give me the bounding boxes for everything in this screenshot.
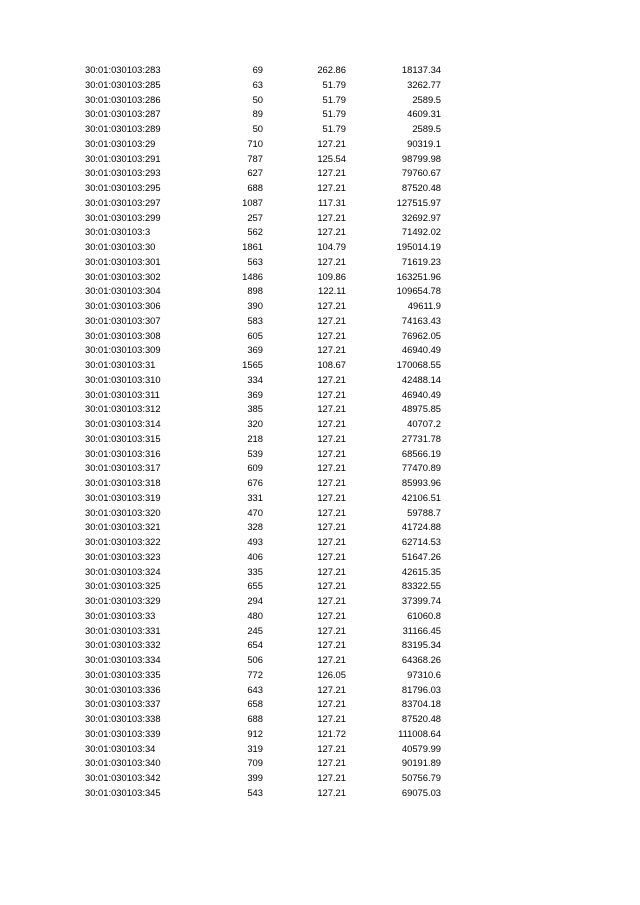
table-row bbox=[0, 638, 640, 653]
quantity-cell: 1861 bbox=[242, 241, 263, 252]
rate-cell: 127.21 bbox=[317, 344, 346, 356]
amount-cell: 74163.43 bbox=[401, 314, 441, 326]
table-row bbox=[0, 402, 640, 417]
table-row bbox=[0, 535, 640, 550]
quantity-cell: 331 bbox=[247, 491, 263, 503]
rate-cell: 127.21 bbox=[317, 418, 346, 429]
amount-cell: 41724.88 bbox=[401, 521, 441, 533]
rate-cell: 127.21 bbox=[317, 447, 346, 459]
cadastral-number-cell: 30:01:030103:336 bbox=[85, 683, 161, 695]
quantity-cell: 562 bbox=[247, 226, 263, 238]
amount-cell: 62714.53 bbox=[401, 536, 441, 547]
rate-cell: 127.21 bbox=[317, 624, 346, 636]
cadastral-number-cell: 30:01:030103:302 bbox=[85, 270, 161, 282]
rate-cell: 51.79 bbox=[322, 78, 346, 90]
rate-cell: 127.21 bbox=[317, 536, 346, 547]
cadastral-number-cell: 30:01:030103:339 bbox=[85, 727, 161, 739]
rate-cell: 127.21 bbox=[317, 595, 346, 606]
cadastral-number-cell: 30:01:030103:3 bbox=[85, 226, 151, 238]
table-row bbox=[0, 240, 640, 255]
rate-cell: 127.21 bbox=[317, 491, 346, 503]
table-row bbox=[0, 461, 640, 476]
cadastral-number-cell: 30:01:030103:316 bbox=[85, 447, 161, 459]
amount-cell: 127515.97 bbox=[396, 196, 441, 208]
quantity-cell: 543 bbox=[247, 786, 263, 798]
quantity-cell: 335 bbox=[247, 565, 263, 577]
cadastral-number-cell: 30:01:030103:34 bbox=[85, 742, 156, 754]
quantity-cell: 493 bbox=[247, 536, 263, 547]
quantity-cell: 676 bbox=[247, 477, 263, 488]
rate-cell: 127.21 bbox=[317, 786, 346, 798]
quantity-cell: 688 bbox=[247, 713, 263, 724]
rate-cell: 51.79 bbox=[322, 108, 346, 120]
table-row bbox=[0, 756, 640, 771]
cadastral-number-cell: 30:01:030103:310 bbox=[85, 373, 161, 385]
table-row bbox=[0, 742, 640, 757]
quantity-cell: 506 bbox=[247, 654, 263, 665]
rate-cell: 127.21 bbox=[317, 432, 346, 444]
quantity-cell: 1486 bbox=[242, 270, 263, 282]
quantity-cell: 688 bbox=[247, 182, 263, 193]
table-row bbox=[0, 594, 640, 609]
cadastral-number-cell: 30:01:030103:338 bbox=[85, 713, 161, 724]
table-row bbox=[0, 417, 640, 432]
cadastral-number-cell: 30:01:030103:337 bbox=[85, 698, 161, 710]
amount-cell: 48975.85 bbox=[401, 403, 441, 415]
rate-cell: 127.21 bbox=[317, 580, 346, 592]
quantity-cell: 50 bbox=[252, 123, 263, 134]
quantity-cell: 1565 bbox=[242, 359, 263, 370]
table-row bbox=[0, 329, 640, 344]
quantity-cell: 89 bbox=[252, 108, 263, 120]
cadastral-number-cell: 30:01:030103:312 bbox=[85, 403, 161, 415]
amount-cell: 2589.5 bbox=[412, 123, 441, 134]
table-row bbox=[0, 683, 640, 698]
cadastral-number-cell: 30:01:030103:332 bbox=[85, 639, 161, 651]
cadastral-number-cell: 30:01:030103:31 bbox=[85, 359, 156, 370]
cadastral-number-cell: 30:01:030103:308 bbox=[85, 329, 161, 341]
quantity-cell: 406 bbox=[247, 550, 263, 562]
quantity-cell: 245 bbox=[247, 624, 263, 636]
amount-cell: 64368.26 bbox=[401, 654, 441, 665]
amount-cell: 61060.8 bbox=[407, 609, 441, 621]
cadastral-number-cell: 30:01:030103:295 bbox=[85, 182, 161, 193]
amount-cell: 83322.55 bbox=[401, 580, 441, 592]
amount-cell: 42488.14 bbox=[401, 373, 441, 385]
rate-cell: 127.21 bbox=[317, 713, 346, 724]
table-row bbox=[0, 579, 640, 594]
cadastral-number-cell: 30:01:030103:297 bbox=[85, 196, 161, 208]
rate-cell: 127.21 bbox=[317, 757, 346, 769]
cadastral-number-cell: 30:01:030103:325 bbox=[85, 580, 161, 592]
rate-cell: 125.54 bbox=[317, 152, 346, 164]
table-row bbox=[0, 358, 640, 373]
amount-cell: 77470.89 bbox=[401, 462, 441, 474]
quantity-cell: 328 bbox=[247, 521, 263, 533]
rate-cell: 127.21 bbox=[317, 698, 346, 710]
table-row bbox=[0, 506, 640, 521]
rate-cell: 127.21 bbox=[317, 314, 346, 326]
cadastral-number-cell: 30:01:030103:318 bbox=[85, 477, 161, 488]
quantity-cell: 655 bbox=[247, 580, 263, 592]
rate-cell: 126.05 bbox=[317, 668, 346, 680]
table-row bbox=[0, 771, 640, 786]
quantity-cell: 605 bbox=[247, 329, 263, 341]
amount-cell: 79760.67 bbox=[401, 167, 441, 179]
rate-cell: 127.21 bbox=[317, 462, 346, 474]
amount-cell: 40579.99 bbox=[401, 742, 441, 754]
table-row bbox=[0, 388, 640, 403]
cadastral-number-cell: 30:01:030103:33 bbox=[85, 609, 156, 621]
cadastral-number-cell: 30:01:030103:285 bbox=[85, 78, 161, 90]
amount-cell: 163251.96 bbox=[396, 270, 441, 282]
cadastral-number-cell: 30:01:030103:322 bbox=[85, 536, 161, 547]
cadastral-number-cell: 30:01:030103:319 bbox=[85, 491, 161, 503]
cadastral-number-cell: 30:01:030103:320 bbox=[85, 506, 161, 518]
quantity-cell: 470 bbox=[247, 506, 263, 518]
cadastral-number-cell: 30:01:030103:315 bbox=[85, 432, 161, 444]
table-row bbox=[0, 225, 640, 240]
rate-cell: 127.21 bbox=[317, 477, 346, 488]
cadastral-number-cell: 30:01:030103:304 bbox=[85, 285, 161, 297]
table-row bbox=[0, 284, 640, 299]
table-row bbox=[0, 93, 640, 108]
table-row bbox=[0, 255, 640, 270]
amount-cell: 3262.77 bbox=[407, 78, 441, 90]
quantity-cell: 257 bbox=[247, 211, 263, 223]
table-row bbox=[0, 491, 640, 506]
amount-cell: 51647.26 bbox=[401, 550, 441, 562]
amount-cell: 81796.03 bbox=[401, 683, 441, 695]
amount-cell: 170068.55 bbox=[396, 359, 441, 370]
rate-cell: 127.21 bbox=[317, 683, 346, 695]
quantity-cell: 390 bbox=[247, 300, 263, 311]
table-row bbox=[0, 373, 640, 388]
rate-cell: 127.21 bbox=[317, 550, 346, 562]
table-row bbox=[0, 550, 640, 565]
quantity-cell: 294 bbox=[247, 595, 263, 606]
rate-cell: 127.21 bbox=[317, 609, 346, 621]
quantity-cell: 912 bbox=[247, 727, 263, 739]
amount-cell: 69075.03 bbox=[401, 786, 441, 798]
amount-cell: 46940.49 bbox=[401, 388, 441, 400]
rate-cell: 127.21 bbox=[317, 300, 346, 311]
quantity-cell: 643 bbox=[247, 683, 263, 695]
cadastral-number-cell: 30:01:030103:331 bbox=[85, 624, 161, 636]
amount-cell: 2589.5 bbox=[412, 93, 441, 105]
quantity-cell: 385 bbox=[247, 403, 263, 415]
table-row bbox=[0, 624, 640, 639]
rate-cell: 121.72 bbox=[317, 727, 346, 739]
cadastral-number-cell: 30:01:030103:317 bbox=[85, 462, 161, 474]
rate-cell: 51.79 bbox=[322, 123, 346, 134]
table-row bbox=[0, 122, 640, 137]
amount-cell: 76962.05 bbox=[401, 329, 441, 341]
quantity-cell: 369 bbox=[247, 344, 263, 356]
table-row bbox=[0, 447, 640, 462]
quantity-cell: 63 bbox=[252, 78, 263, 90]
rate-cell: 127.21 bbox=[317, 373, 346, 385]
cadastral-number-cell: 30:01:030103:286 bbox=[85, 93, 161, 105]
rate-cell: 127.21 bbox=[317, 329, 346, 341]
quantity-cell: 627 bbox=[247, 167, 263, 179]
table-row bbox=[0, 299, 640, 314]
rate-cell: 127.21 bbox=[317, 639, 346, 651]
table-row bbox=[0, 786, 640, 801]
amount-cell: 71619.23 bbox=[401, 255, 441, 267]
cadastral-number-cell: 30:01:030103:307 bbox=[85, 314, 161, 326]
amount-cell: 42106.51 bbox=[401, 491, 441, 503]
rate-cell: 127.21 bbox=[317, 211, 346, 223]
cadastral-number-cell: 30:01:030103:309 bbox=[85, 344, 161, 356]
rate-cell: 108.67 bbox=[317, 359, 346, 370]
rate-cell: 127.21 bbox=[317, 772, 346, 783]
quantity-cell: 609 bbox=[247, 462, 263, 474]
cadastral-number-cell: 30:01:030103:340 bbox=[85, 757, 161, 769]
rate-cell: 122.11 bbox=[318, 285, 346, 297]
cadastral-number-cell: 30:01:030103:335 bbox=[85, 668, 161, 680]
table-row bbox=[0, 476, 640, 491]
cadastral-number-cell: 30:01:030103:306 bbox=[85, 300, 161, 311]
table-row bbox=[0, 166, 640, 181]
table-row bbox=[0, 270, 640, 285]
cadastral-number-cell: 30:01:030103:29 bbox=[85, 137, 156, 149]
table-row bbox=[0, 668, 640, 683]
cadastral-number-cell: 30:01:030103:334 bbox=[85, 654, 161, 665]
quantity-cell: 1087 bbox=[242, 196, 263, 208]
amount-cell: 31166.45 bbox=[402, 624, 441, 636]
table-row bbox=[0, 697, 640, 712]
amount-cell: 85993.96 bbox=[401, 477, 441, 488]
quantity-cell: 320 bbox=[247, 418, 263, 429]
amount-cell: 111008.64 bbox=[398, 727, 441, 739]
quantity-cell: 399 bbox=[247, 772, 263, 783]
rate-cell: 127.21 bbox=[317, 521, 346, 533]
amount-cell: 68566.19 bbox=[401, 447, 441, 459]
amount-cell: 97310.6 bbox=[407, 668, 441, 680]
amount-cell: 37399.74 bbox=[401, 595, 441, 606]
rate-cell: 127.21 bbox=[317, 565, 346, 577]
amount-cell: 46940.49 bbox=[401, 344, 441, 356]
cadastral-number-cell: 30:01:030103:321 bbox=[85, 521, 161, 533]
table-row bbox=[0, 181, 640, 196]
table-row bbox=[0, 314, 640, 329]
quantity-cell: 709 bbox=[247, 757, 263, 769]
rate-cell: 127.21 bbox=[317, 137, 346, 149]
amount-cell: 49611.9 bbox=[407, 300, 441, 311]
cadastral-number-cell: 30:01:030103:314 bbox=[85, 418, 161, 429]
rate-cell: 127.21 bbox=[317, 388, 346, 400]
quantity-cell: 50 bbox=[252, 93, 263, 105]
quantity-cell: 898 bbox=[247, 285, 263, 297]
amount-cell: 71492.02 bbox=[401, 226, 441, 238]
rate-cell: 127.21 bbox=[317, 403, 346, 415]
table-row bbox=[0, 107, 640, 122]
amount-cell: 50756.79 bbox=[401, 772, 441, 783]
cadastral-number-cell: 30:01:030103:293 bbox=[85, 167, 161, 179]
table-row bbox=[0, 152, 640, 167]
rate-cell: 127.21 bbox=[317, 226, 346, 238]
rate-cell: 117.31 bbox=[318, 196, 346, 208]
cadastral-number-cell: 30:01:030103:323 bbox=[85, 550, 161, 562]
rate-cell: 127.21 bbox=[317, 742, 346, 754]
rate-cell: 127.21 bbox=[317, 182, 346, 193]
quantity-cell: 218 bbox=[247, 432, 263, 444]
amount-cell: 83704.18 bbox=[401, 698, 441, 710]
cadastral-number-cell: 30:01:030103:289 bbox=[85, 123, 161, 134]
table-row bbox=[0, 432, 640, 447]
cadastral-number-cell: 30:01:030103:345 bbox=[85, 786, 161, 798]
amount-cell: 18137.34 bbox=[401, 64, 441, 75]
cadastral-number-cell: 30:01:030103:291 bbox=[85, 152, 161, 164]
rate-cell: 127.21 bbox=[317, 654, 346, 665]
amount-cell: 42615.35 bbox=[401, 565, 441, 577]
data-table bbox=[0, 63, 640, 801]
quantity-cell: 539 bbox=[247, 447, 263, 459]
quantity-cell: 710 bbox=[247, 137, 263, 149]
cadastral-number-cell: 30:01:030103:299 bbox=[85, 211, 161, 223]
rate-cell: 109.86 bbox=[317, 270, 346, 282]
table-row bbox=[0, 137, 640, 152]
table-row bbox=[0, 609, 640, 624]
rate-cell: 104.79 bbox=[317, 241, 346, 252]
cadastral-number-cell: 30:01:030103:30 bbox=[85, 241, 156, 252]
amount-cell: 83195.34 bbox=[401, 639, 441, 651]
amount-cell: 87520.48 bbox=[401, 182, 441, 193]
quantity-cell: 787 bbox=[247, 152, 263, 164]
amount-cell: 40707.2 bbox=[407, 418, 441, 429]
rate-cell: 51.79 bbox=[322, 93, 346, 105]
amount-cell: 59788.7 bbox=[407, 506, 441, 518]
cadastral-number-cell: 30:01:030103:301 bbox=[85, 255, 161, 267]
table-row bbox=[0, 63, 640, 78]
amount-cell: 4609.31 bbox=[407, 108, 441, 120]
quantity-cell: 334 bbox=[247, 373, 263, 385]
amount-cell: 87520.48 bbox=[401, 713, 441, 724]
table-row bbox=[0, 343, 640, 358]
amount-cell: 90319.1 bbox=[407, 137, 441, 149]
amount-cell: 27731.78 bbox=[401, 432, 441, 444]
rate-cell: 127.21 bbox=[317, 167, 346, 179]
cadastral-number-cell: 30:01:030103:329 bbox=[85, 595, 161, 606]
quantity-cell: 369 bbox=[247, 388, 263, 400]
quantity-cell: 319 bbox=[247, 742, 263, 754]
amount-cell: 109654.78 bbox=[396, 285, 441, 297]
cadastral-number-cell: 30:01:030103:342 bbox=[85, 772, 161, 783]
quantity-cell: 480 bbox=[247, 609, 263, 621]
table-row bbox=[0, 565, 640, 580]
rate-cell: 127.21 bbox=[317, 255, 346, 267]
rate-cell: 127.21 bbox=[317, 506, 346, 518]
cadastral-number-cell: 30:01:030103:283 bbox=[85, 64, 161, 75]
quantity-cell: 69 bbox=[252, 64, 263, 75]
cadastral-number-cell: 30:01:030103:287 bbox=[85, 108, 161, 120]
cadastral-number-cell: 30:01:030103:324 bbox=[85, 565, 161, 577]
table-row bbox=[0, 196, 640, 211]
table-row bbox=[0, 727, 640, 742]
quantity-cell: 583 bbox=[247, 314, 263, 326]
table-row bbox=[0, 211, 640, 226]
amount-cell: 98799.98 bbox=[401, 152, 441, 164]
table-row bbox=[0, 653, 640, 668]
rate-cell: 262.86 bbox=[317, 64, 346, 75]
amount-cell: 195014.19 bbox=[396, 241, 441, 252]
quantity-cell: 563 bbox=[247, 255, 263, 267]
quantity-cell: 658 bbox=[247, 698, 263, 710]
amount-cell: 90191.89 bbox=[401, 757, 441, 769]
table-row bbox=[0, 712, 640, 727]
quantity-cell: 654 bbox=[247, 639, 263, 651]
table-row bbox=[0, 520, 640, 535]
cadastral-number-cell: 30:01:030103:311 bbox=[85, 388, 160, 400]
table-row bbox=[0, 78, 640, 93]
quantity-cell: 772 bbox=[247, 668, 263, 680]
amount-cell: 32692.97 bbox=[401, 211, 441, 223]
